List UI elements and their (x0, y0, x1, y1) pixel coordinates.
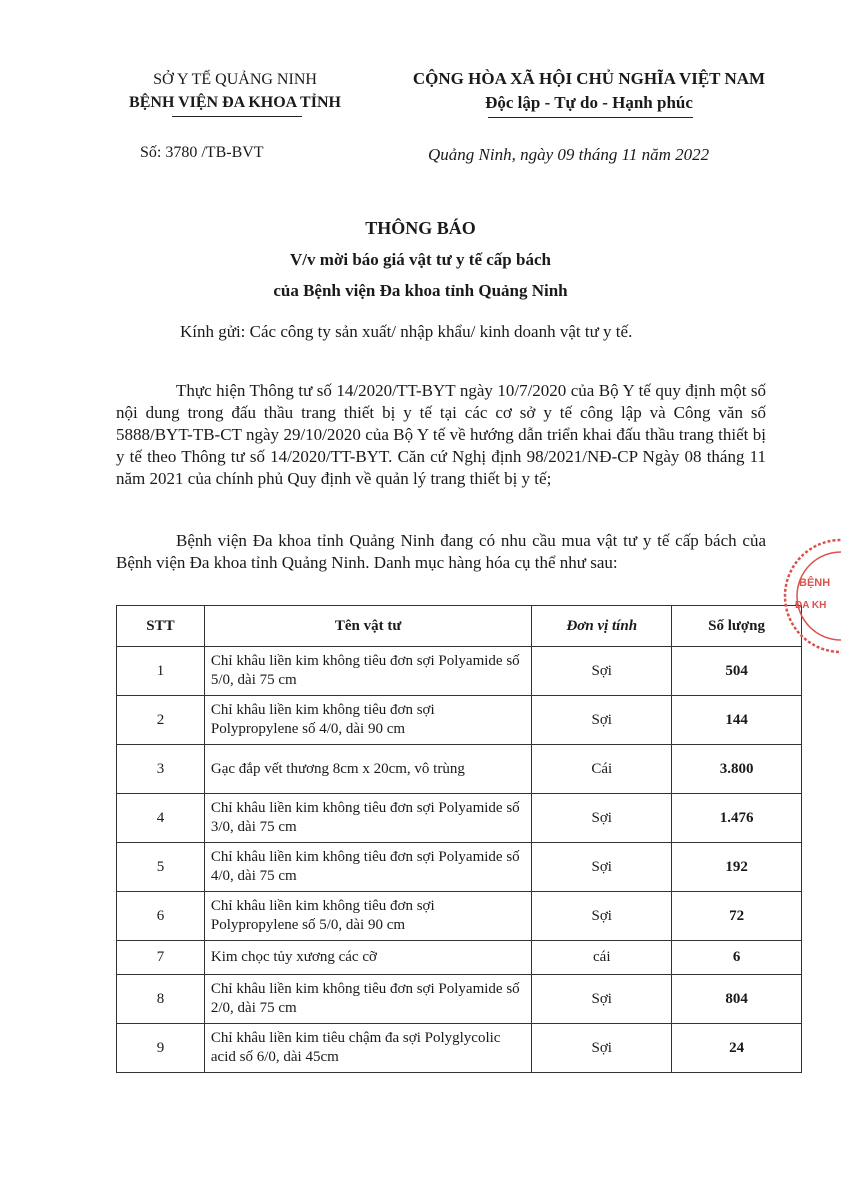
header-name: Tên vật tư (204, 606, 531, 647)
table-row (117, 975, 802, 1024)
row-unit: Sợi (532, 1024, 672, 1073)
document-number: Số: 3780 /TB-BVT (140, 144, 264, 161)
row-name: Chỉ khâu liền kim không tiêu đơn sợi Polyamide số 3/0, dài 75 cm (204, 794, 531, 843)
row-name: Kim chọc tủy xương các cỡ (204, 941, 531, 975)
org-line-1: SỞ Y TẾ QUẢNG NINH (153, 71, 317, 88)
table-row (117, 745, 802, 794)
stamp-outer-ring (785, 540, 841, 652)
row-name: Chỉ khâu liền kim không tiêu đơn sợi Polypropylene số 5/0, dài 90 cm (204, 892, 531, 941)
header-stt: STT (117, 606, 205, 647)
row-unit: Sợi (532, 794, 672, 843)
place-date: Quảng Ninh, ngày 09 tháng 11 năm 2022 (428, 145, 710, 164)
row-stt: 8 (117, 975, 205, 1024)
row-name: Gạc đắp vết thương 8cm x 20cm, vô trùng (204, 745, 531, 794)
nation-line-2: Độc lập - Tự do - Hạnh phúc (485, 93, 693, 112)
row-stt: 7 (117, 941, 205, 975)
row-quantity: 72 (672, 892, 802, 941)
recipient-line: Kính gửi: Các công ty sản xuất/ nhập khẩu/ kinh doanh vật tư y tế. (180, 322, 633, 341)
row-stt: 5 (117, 843, 205, 892)
row-stt: 3 (117, 745, 205, 794)
row-stt: 6 (117, 892, 205, 941)
header-quantity: Số lượng (672, 606, 802, 647)
row-unit: Sợi (532, 647, 672, 696)
table-row (117, 1024, 802, 1073)
official-stamp (777, 532, 841, 662)
row-unit: Sợi (532, 696, 672, 745)
row-quantity: 1.476 (672, 794, 802, 843)
subject-line-2: của Bệnh viện Đa khoa tỉnh Quảng Ninh (273, 281, 568, 300)
paragraph-request: Bệnh viện Đa khoa tỉnh Quảng Ninh đang có nhu cầu mua vật tư y tế cấp bách của Bệnh viện Đa khoa tỉnh Quảng Ninh. Danh mục hàng hóa cụ thể như sau: (116, 531, 766, 572)
row-unit: Sợi (532, 892, 672, 941)
row-stt: 1 (117, 647, 205, 696)
materials-table (116, 605, 802, 1073)
row-stt: 2 (117, 696, 205, 745)
row-unit: Sợi (532, 843, 672, 892)
row-name: Chỉ khâu liền kim không tiêu đơn sợi Polypropylene số 4/0, dài 90 cm (204, 696, 531, 745)
national-motto (384, 67, 794, 115)
row-unit: Cái (532, 745, 672, 794)
subject-line-1: V/v mời báo giá vật tư y tế cấp bách (290, 250, 551, 269)
row-quantity: 504 (672, 647, 802, 696)
stamp-inner-ring (797, 552, 841, 640)
row-name: Chỉ khâu liền kim tiêu chậm đa sợi Polyglycolic acid số 6/0, dài 45cm (204, 1024, 531, 1073)
row-quantity: 192 (672, 843, 802, 892)
row-name: Chỉ khâu liền kim không tiêu đơn sợi Polyamide số 4/0, dài 75 cm (204, 843, 531, 892)
table-row (117, 794, 802, 843)
table-row (117, 696, 802, 745)
row-stt: 9 (117, 1024, 205, 1073)
row-quantity: 3.800 (672, 745, 802, 794)
org-line-2: BỆNH VIỆN ĐA KHOA TỈNH (129, 94, 341, 111)
row-unit: cái (532, 941, 672, 975)
row-stt: 4 (117, 794, 205, 843)
document-title: THÔNG BÁO (365, 218, 476, 238)
nation-line-1: CỘNG HÒA XÃ HỘI CHỦ NGHĨA VIỆT NAM (412, 69, 766, 88)
row-unit: Sợi (532, 975, 672, 1024)
table-row (117, 941, 802, 975)
issuing-organization (100, 68, 370, 114)
table-row (117, 892, 802, 941)
table-row (117, 647, 802, 696)
paragraph-legal-basis: Thực hiện Thông tư số 14/2020/TT-BYT ngày 10/7/2020 của Bộ Y tế quy định một số nội dung trong đấu thầu trang thiết bị y tế tại các cơ sở y tế công lập và Công văn số 5888/BYT-TB-CT ngày 29/10/2020 của Bộ Y tế về hướng dẫn triển khai đấu thầu trang thiết bị y tế theo Thông tư số 14/2020/TT-BYT. Căn cứ Nghị định 98/2021/NĐ-CP Ngày 08 tháng 11 năm 2021 của chính phủ Quy định về quản lý trang thiết bị y tế; (116, 381, 766, 488)
header-unit: Đơn vị tính (532, 606, 672, 647)
row-name: Chỉ khâu liền kim không tiêu đơn sợi Polyamide số 2/0, dài 75 cm (204, 975, 531, 1024)
motto-underline (488, 117, 693, 118)
stamp-text-1: BỆNH (799, 577, 831, 589)
row-quantity: 144 (672, 696, 802, 745)
table-header-row (117, 606, 802, 647)
stamp-text-2: ĐA KH (795, 600, 827, 611)
row-quantity: 804 (672, 975, 802, 1024)
row-quantity: 6 (672, 941, 802, 975)
row-quantity: 24 (672, 1024, 802, 1073)
row-name: Chỉ khâu liền kim không tiêu đơn sợi Polyamide số 5/0, dài 75 cm (204, 647, 531, 696)
table-row (117, 843, 802, 892)
org-underline (172, 116, 302, 117)
